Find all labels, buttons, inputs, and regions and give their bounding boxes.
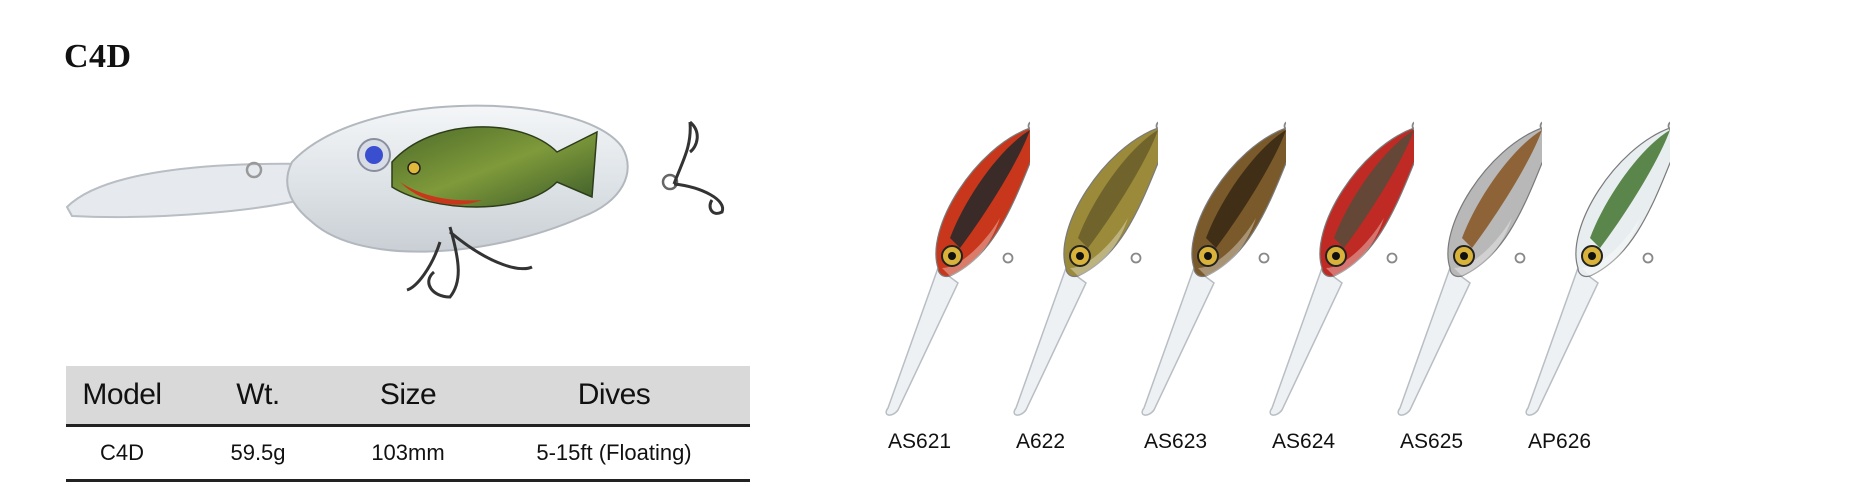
product-title: C4D	[64, 38, 132, 75]
variant-code: AS621	[888, 430, 952, 453]
spec-table	[66, 366, 750, 482]
spec-header-row	[66, 366, 750, 426]
cell-weight: 59.5g	[178, 426, 338, 481]
variant-code: AS623	[1144, 430, 1208, 453]
header-weight: Wt.	[178, 366, 338, 426]
lure-lip	[1270, 268, 1342, 415]
lure-lip	[1014, 268, 1086, 415]
lure-lip	[886, 268, 958, 415]
cell-model: C4D	[66, 426, 178, 481]
header-dives: Dives	[478, 366, 750, 426]
variant-ap626	[1520, 118, 1670, 463]
variant-code: A622	[1016, 430, 1066, 453]
variant-code: AS624	[1272, 430, 1336, 453]
lure-lip	[1526, 268, 1598, 415]
cell-size: 103mm	[338, 426, 478, 481]
lure-icon	[1520, 118, 1670, 418]
variant-code: AS625	[1400, 430, 1464, 453]
lure-lip	[1398, 268, 1470, 415]
lure-lip	[1142, 268, 1214, 415]
table-row	[66, 426, 750, 481]
header-model: Model	[66, 366, 178, 426]
cell-dives: 5-15ft (Floating)	[478, 426, 750, 481]
header-size: Size	[338, 366, 478, 426]
color-variants	[880, 118, 1800, 468]
hero-lure-image	[62, 92, 774, 342]
variant-code: AP626	[1528, 430, 1592, 453]
